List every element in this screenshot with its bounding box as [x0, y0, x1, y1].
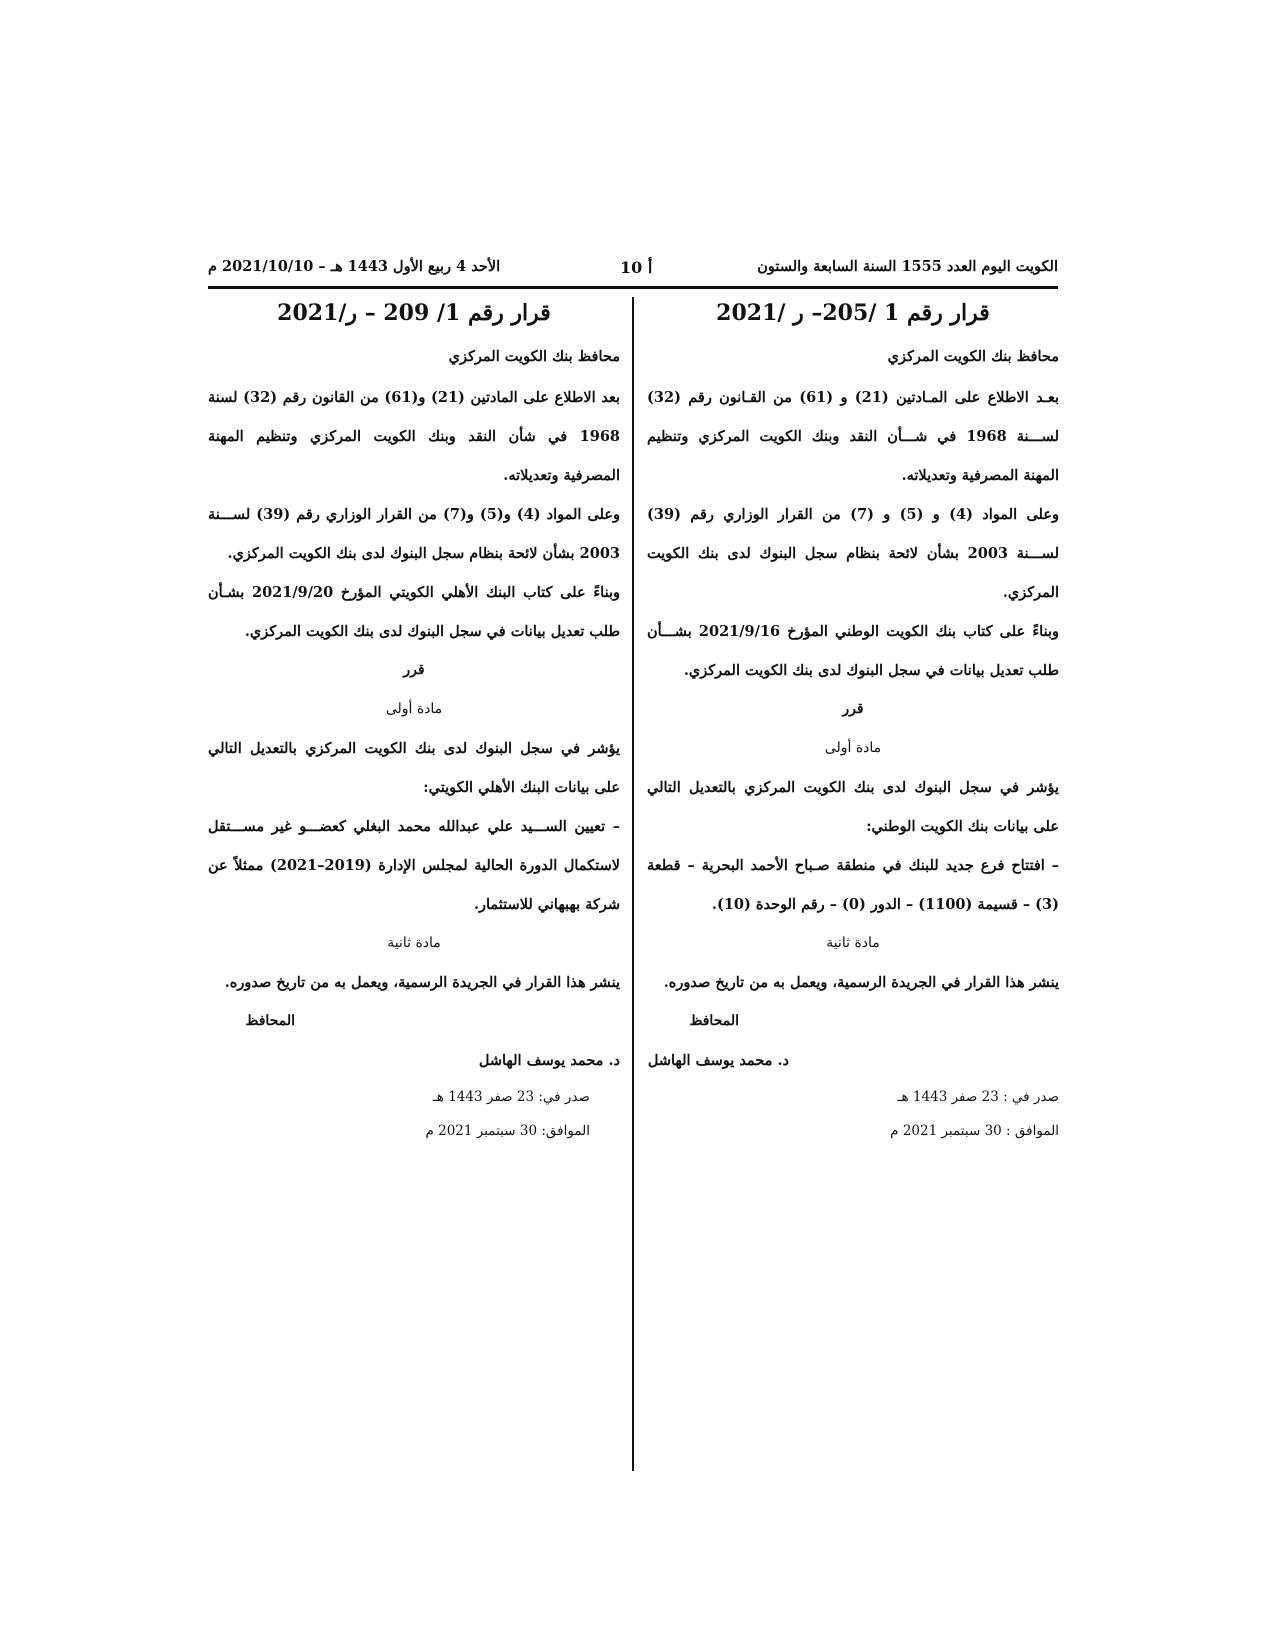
article2-paragraph: ينشر هذا القرار في الجريدة الرسمية، ويعمل به من تاريخ صدوره.: [224, 974, 620, 991]
preamble-paragraph: وبناءً على كتاب البنك الأهلي الكويتي المؤرخ 2021/9/20 بشـأن طلب تعديل بيانات في سجل البنوك لدى بنك الكويت المركزي.: [208, 584, 620, 640]
signer-name: د. محمد يوسف الهاشل: [478, 1052, 620, 1069]
article2-heading: مادة ثانية: [387, 935, 441, 951]
issued-gregorian: الموافق : 30 سبتمبر 2021 م: [890, 1123, 1059, 1139]
issued-gregorian: الموافق: 30 سبتمبر 2021 م: [425, 1123, 590, 1139]
article1-paragraph: يؤشر في سجل البنوك لدى بنك الكويت المركزي بالتعديل التالي على بيانات بنك الكويت الوطني:: [647, 779, 1059, 835]
decision-title: قرار رقم 1 /205– ر /2021: [716, 300, 990, 326]
article1-paragraph: – افتتاح فرع جديد للبنك في منطقة صـباح الأحمد البحرية – قطعة (3) – قسيمة (1100) – الدور (0) – رقم الوحدة (10).: [647, 857, 1059, 913]
article1-paragraph: – تعيين الســـيد علي عبدالله محمد البغلي كعضـــو غير مســـتقل لاستكمال الدورة الحالية لمجلس الإدارة (2019–2021) ممثلاً عن شركة بهبهاني للاستثمار.: [208, 818, 620, 913]
signer-name: د. محمد يوسف الهاشل: [647, 1052, 789, 1069]
column-divider: [632, 297, 634, 1471]
issue-date: الأحد 4 ربيع الأول 1443 هـ – 2021/10/10 م: [208, 258, 501, 275]
header-rule: [208, 286, 1058, 289]
article2-heading: مادة ثانية: [826, 935, 880, 951]
decided-heading: قرر: [842, 701, 864, 717]
decision-209: [208, 300, 620, 1148]
decided-heading: قرر: [403, 662, 425, 678]
preamble-paragraph: وعلى المواد (4) و (5) و (7) من القرار الوزاري رقم (39) لســـنة 2003 بشأن لائحة بنظام سجل البنوك لدى بنك الكويت المركزي.: [647, 506, 1060, 601]
issued-hijri: صدر في: 23 صفر 1443 هـ: [432, 1089, 590, 1105]
article1-heading: مادة أولى: [824, 740, 882, 756]
preamble-paragraph: وعلى المواد (4) و(5) و(7) من القرار الوزاري رقم (39) لســـنة 2003 بشأن لائحة بنظام سجل البنوك لدى بنك الكويت المركزي.: [208, 506, 621, 562]
article2-paragraph: ينشر هذا القرار في الجريدة الرسمية، ويعمل به من تاريخ صدوره.: [663, 974, 1059, 991]
issuer: محافظ بنك الكويت المركزي: [887, 348, 1059, 365]
preamble-paragraph: وبناءً على كتاب بنك الكويت الوطني المؤرخ 2021/9/16 بشـــأن طلب تعديل بيانات في سجل البنوك لدى بنك الكويت المركزي.: [647, 623, 1059, 679]
preamble-paragraph: بعد الاطلاع على المادتين (21) و(61) من القانون رقم (32) لسنة 1968 في شأن النقد وبنك الكويت المركزي وتنظيم المهنة المصرفية وتعديلاته.: [208, 389, 620, 484]
article1-paragraph: يؤشر في سجل البنوك لدى بنك الكويت المركزي بالتعديل التالي على بيانات البنك الأهلي الكويتي:: [208, 740, 620, 796]
issuer: محافظ بنك الكويت المركزي: [448, 348, 620, 365]
preamble-paragraph: بعـد الاطلاع على المـادتين (21) و (61) من القـانون رقم (32) لســـنة 1968 في شـــأن النقد وبنك الكويت المركزي وتنظيم المهنة المصرفية وتعديلاته.: [647, 389, 1059, 484]
decision-205: [647, 300, 1059, 1148]
signer-title: المحافظ: [245, 1013, 295, 1029]
issue-info: الكويت اليوم العدد 1555 السنة السابعة والستون: [757, 258, 1058, 275]
page-header: [208, 258, 1058, 284]
page-number: أ 10: [620, 258, 653, 277]
article1-heading: مادة أولى: [385, 701, 443, 717]
signer-title: المحافظ: [689, 1013, 739, 1029]
decision-title: قرار رقم 1/ 209 – ر/2021: [277, 300, 551, 326]
issued-hijri: صدر في : 23 صفر 1443 هـ: [897, 1089, 1059, 1105]
